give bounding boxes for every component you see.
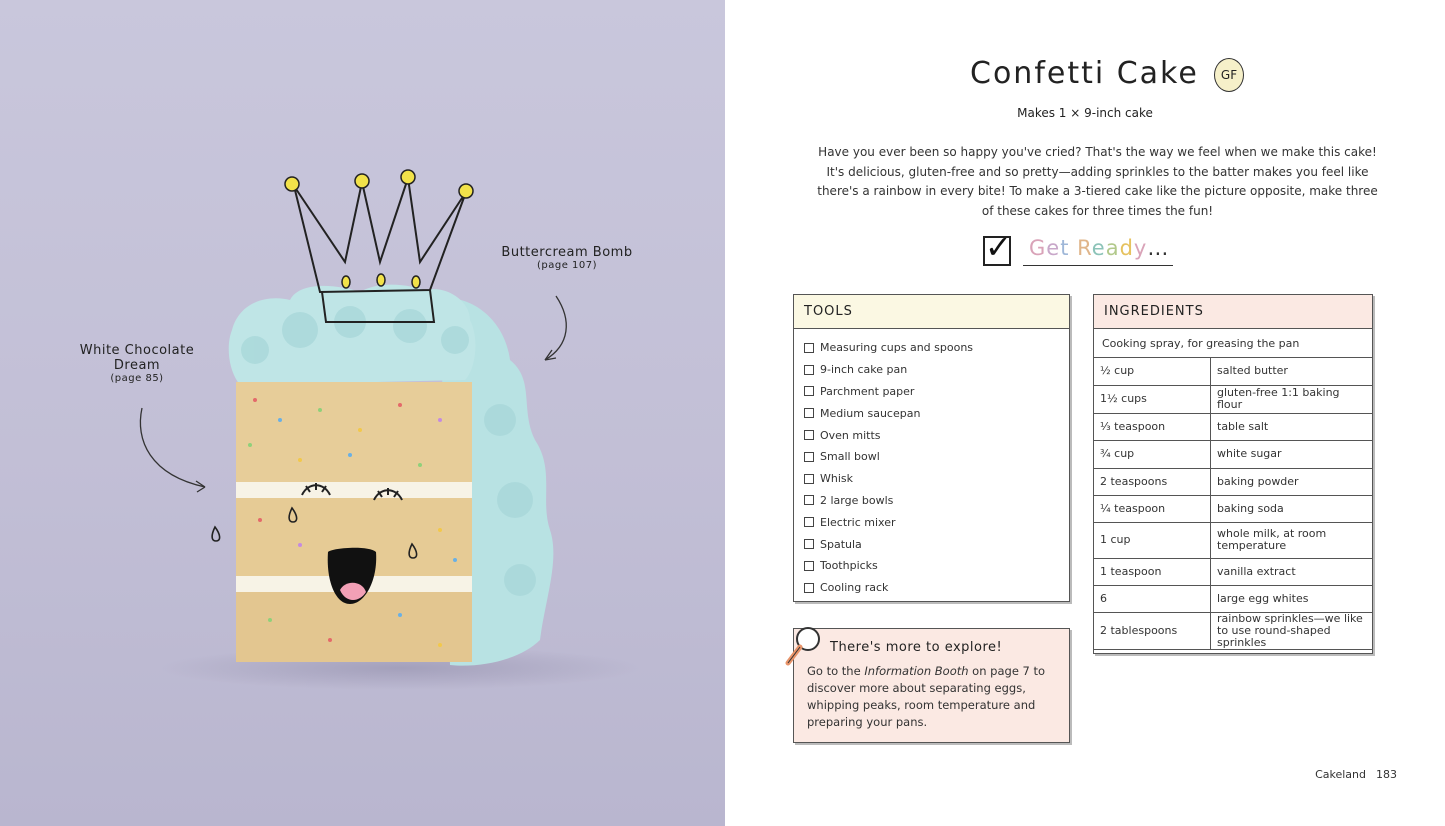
get-ready-text	[1029, 236, 1169, 260]
checkbox-icon[interactable]	[804, 517, 814, 527]
tool-item	[804, 381, 1069, 403]
checkbox-icon[interactable]	[804, 452, 814, 462]
recipe-page	[725, 0, 1445, 826]
ingredient-row	[1094, 385, 1372, 413]
tools-list	[794, 329, 1069, 599]
ingredient-row	[1094, 413, 1372, 440]
get-ready-letter: G	[1029, 236, 1047, 260]
tool-label: Oven mitts	[820, 428, 881, 442]
callout-buttercream	[492, 245, 642, 271]
ingredient-name: white sugar	[1211, 440, 1373, 468]
ingredient-amount: ⅓ teaspoon	[1094, 413, 1211, 440]
callout-buttercream-ref: (page 107)	[536, 260, 598, 271]
ingredient-row	[1094, 558, 1372, 585]
get-ready-letter: e	[1091, 236, 1106, 260]
tool-item	[804, 468, 1069, 490]
explore-body	[807, 663, 1062, 731]
callout-white-choc-label: White Chocolate Dream	[79, 343, 195, 373]
footer-book-title: Cakeland	[1315, 768, 1366, 781]
checkbox-icon[interactable]	[804, 474, 814, 484]
tool-item	[804, 402, 1069, 424]
ingredient-cooking-spray: Cooking spray, for greasing the pan	[1094, 329, 1372, 358]
ingredient-row	[1094, 440, 1372, 468]
tool-item	[804, 337, 1069, 359]
get-ready-letter: e	[1046, 236, 1061, 260]
ingredient-amount: 2 teaspoons	[1094, 468, 1211, 495]
get-ready-letter: y	[1133, 236, 1148, 260]
get-ready-letter: d	[1119, 236, 1134, 260]
ingredient-name: rainbow sprinkles—we like to use round-shaped sprinkles	[1211, 612, 1373, 649]
tool-item	[804, 359, 1069, 381]
ingredient-amount: ¾ cup	[1094, 440, 1211, 468]
tools-panel	[793, 294, 1070, 602]
cream-layer-1	[236, 482, 472, 498]
ingredient-row	[1094, 585, 1372, 612]
ingredient-name: salted butter	[1211, 358, 1373, 385]
ingredients-panel	[1093, 294, 1373, 654]
ingredients-table	[1094, 358, 1372, 650]
explore-title: There's more to explore!	[830, 640, 1003, 655]
ingredient-amount: ½ cup	[1094, 358, 1211, 385]
checkbox-icon[interactable]	[804, 365, 814, 375]
tear-far	[212, 527, 220, 541]
ingredient-row	[1094, 495, 1372, 522]
get-ready-letter: R	[1077, 236, 1092, 260]
ingredients-heading: INGREDIENTS	[1094, 295, 1372, 329]
arrow-white-choc	[140, 408, 205, 487]
ingredient-row	[1094, 468, 1372, 495]
ingredient-row	[1094, 612, 1372, 649]
get-ready-letter	[1069, 236, 1077, 260]
sponge-layer-top	[236, 382, 472, 482]
tool-item	[804, 511, 1069, 533]
tool-item	[804, 490, 1069, 512]
tool-label: Parchment paper	[820, 384, 915, 398]
get-ready-letter: t	[1060, 236, 1070, 260]
gluten-free-badge: GF	[1214, 58, 1244, 92]
ingredient-amount: 6	[1094, 585, 1211, 612]
tool-label: Toothpicks	[820, 559, 878, 573]
explore-pre: Go to the	[807, 664, 865, 678]
recipe-intro: Have you ever been so happy you've cried? That's the way we feel when we make this cake! It's delicious, gluten-free and so pretty—adding sprinkles to the batter makes you feel like there's a rainbow in every bite! To make a 3-tiered cake like the picture opposite, make three of these cakes for three times the fun!	[817, 145, 1378, 218]
ingredient-name: baking soda	[1211, 495, 1373, 522]
checkbox-icon[interactable]	[804, 343, 814, 353]
ingredient-name: baking powder	[1211, 468, 1373, 495]
tool-item	[804, 424, 1069, 446]
checkbox-icon[interactable]	[804, 561, 814, 571]
checkbox-icon[interactable]	[804, 583, 814, 593]
tool-label: Measuring cups and spoons	[820, 341, 974, 355]
ingredient-name: vanilla extract	[1211, 558, 1373, 585]
tool-label: Whisk	[820, 472, 854, 486]
checkbox-icon[interactable]	[804, 386, 814, 396]
checkbox-icon[interactable]	[804, 430, 814, 440]
explore-panel	[793, 628, 1070, 743]
ingredient-name: table salt	[1211, 413, 1373, 440]
crown-jewels	[285, 170, 473, 288]
arrow-buttercream	[545, 296, 566, 360]
ingredient-name: large egg whites	[1211, 585, 1373, 612]
ingredient-name: whole milk, at room temperature	[1211, 522, 1373, 558]
ingredient-row	[1094, 358, 1372, 385]
checkmark-icon: ✓	[985, 228, 1012, 266]
page-footer	[1305, 768, 1397, 781]
ingredient-amount: 2 tablespoons	[1094, 612, 1211, 649]
tool-item	[804, 577, 1069, 599]
callout-white-choc	[72, 343, 202, 384]
tool-label: 9-inch cake pan	[820, 363, 908, 377]
recipe-yield: Makes 1 × 9-inch cake	[1017, 106, 1153, 120]
get-ready-letter: a	[1105, 236, 1120, 260]
ingredient-amount: 1 cup	[1094, 522, 1211, 558]
recipe-title: Confetti Cake	[970, 56, 1199, 91]
page-number: 183	[1376, 768, 1397, 781]
tool-label: Spatula	[820, 537, 862, 551]
checkbox-icon[interactable]	[804, 539, 814, 549]
ingredient-amount: 1½ cups	[1094, 385, 1211, 413]
ingredient-row	[1094, 522, 1372, 558]
ingredient-name: gluten-free 1:1 baking flour	[1211, 385, 1373, 413]
ingredient-amount: ¼ teaspoon	[1094, 495, 1211, 522]
tools-heading: TOOLS	[794, 295, 1069, 329]
tool-item	[804, 533, 1069, 555]
get-ready-letter: …	[1147, 236, 1170, 260]
explore-post: on page 7 to discover more about separating eggs, whipping peaks, room temperature and preparing your pans.	[807, 664, 1046, 729]
checkbox-icon[interactable]	[804, 495, 814, 505]
ingredient-amount: 1 teaspoon	[1094, 558, 1211, 585]
tool-label: Electric mixer	[820, 515, 896, 529]
tool-item	[804, 555, 1069, 577]
tool-item	[804, 446, 1069, 468]
tool-label: 2 large bowls	[820, 493, 894, 507]
get-ready-heading	[983, 228, 1183, 270]
tool-label: Cooling rack	[820, 581, 889, 595]
callout-white-choc-ref: (page 85)	[110, 373, 164, 384]
get-ready-underline	[1023, 265, 1173, 266]
explore-link-text: Information Booth	[864, 664, 969, 678]
callout-buttercream-label: Buttercream Bomb	[501, 245, 633, 260]
tool-label: Medium saucepan	[820, 406, 921, 420]
checkbox-icon[interactable]	[804, 408, 814, 418]
tool-label: Small bowl	[820, 450, 880, 464]
